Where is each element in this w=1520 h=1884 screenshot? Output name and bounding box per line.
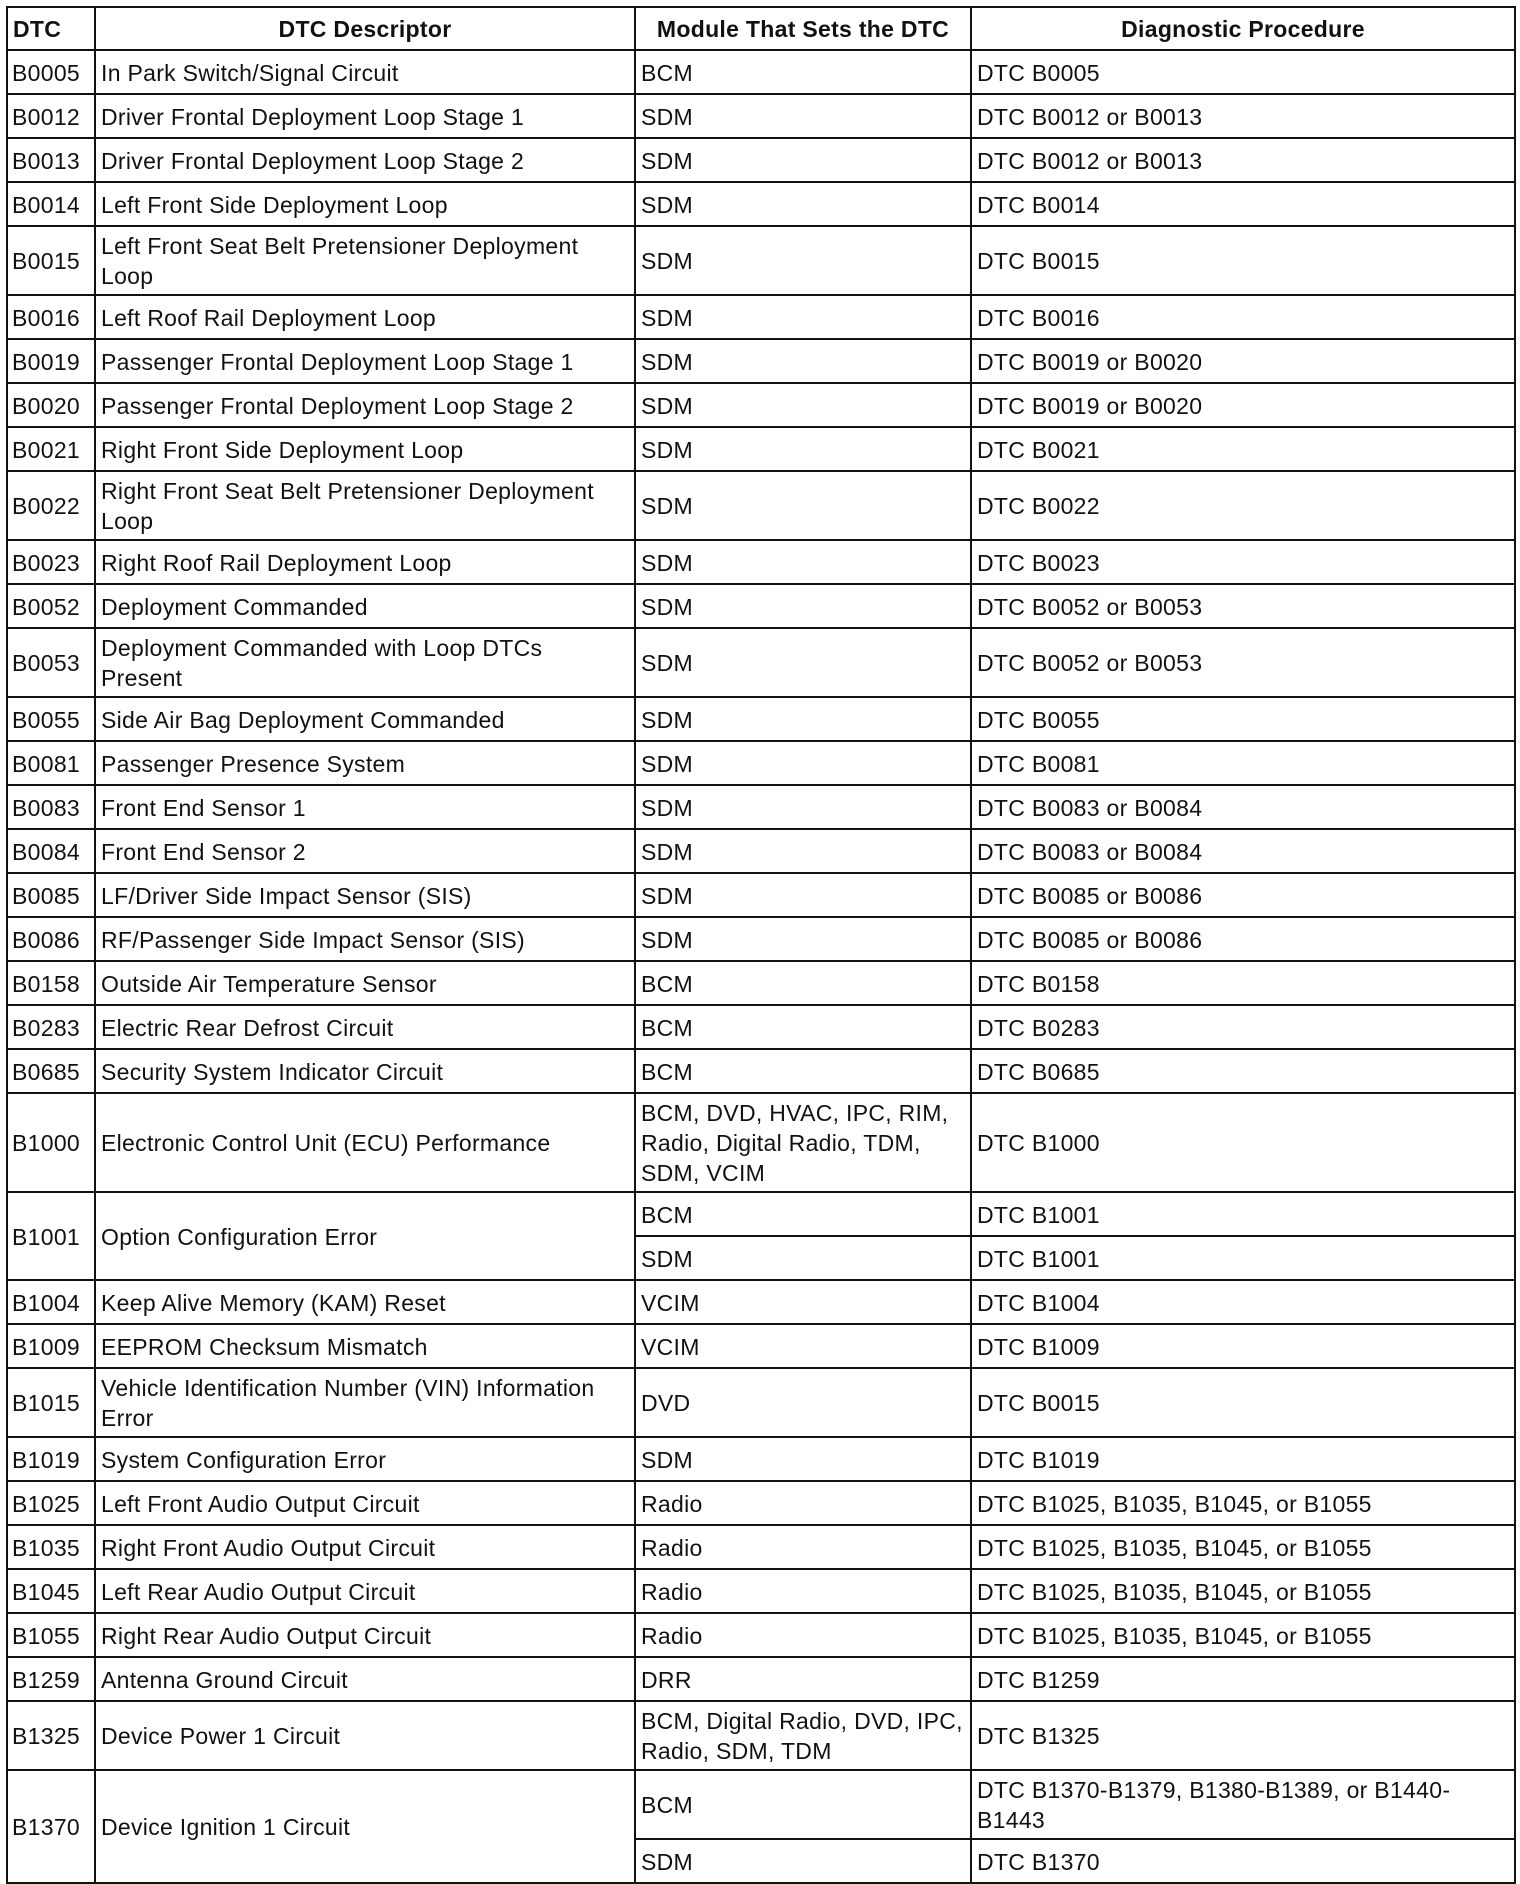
table-row <box>7 540 1515 584</box>
procedure-cell: DTC B1025, B1035, B1045, or B1055 <box>971 1525 1515 1569</box>
procedure-cell: DTC B0022 <box>971 471 1515 540</box>
dtc-code-cell: B0086 <box>7 917 95 961</box>
procedure-cell: DTC B1025, B1035, B1045, or B1055 <box>971 1569 1515 1613</box>
table-row <box>7 226 1515 295</box>
dtc-descriptor-cell: Left Front Side Deployment Loop <box>95 182 635 226</box>
module-cell: SDM <box>635 295 971 339</box>
module-cell: SDM <box>635 339 971 383</box>
dtc-descriptor-cell: System Configuration Error <box>95 1437 635 1481</box>
procedure-cell: DTC B1000 <box>971 1093 1515 1192</box>
dtc-code-cell: B0083 <box>7 785 95 829</box>
table-row <box>7 182 1515 226</box>
module-cell: BCM <box>635 50 971 94</box>
table-row <box>7 873 1515 917</box>
dtc-descriptor-cell: Front End Sensor 2 <box>95 829 635 873</box>
dtc-descriptor-cell: Right Roof Rail Deployment Loop <box>95 540 635 584</box>
dtc-table <box>6 6 1516 1884</box>
table-row <box>7 829 1515 873</box>
procedure-cell: DTC B1325 <box>971 1701 1515 1770</box>
module-cell: DRR <box>635 1657 971 1701</box>
procedure-cell: DTC B0085 or B0086 <box>971 873 1515 917</box>
dtc-descriptor-cell: Antenna Ground Circuit <box>95 1657 635 1701</box>
dtc-descriptor-cell: Right Front Seat Belt Pretensioner Deployment Loop <box>95 471 635 540</box>
procedure-cell: DTC B1025, B1035, B1045, or B1055 <box>971 1613 1515 1657</box>
dtc-descriptor-cell: Right Rear Audio Output Circuit <box>95 1613 635 1657</box>
procedure-cell: DTC B1025, B1035, B1045, or B1055 <box>971 1481 1515 1525</box>
dtc-descriptor-cell: Front End Sensor 1 <box>95 785 635 829</box>
table-row <box>7 1368 1515 1437</box>
module-cell: DVD <box>635 1368 971 1437</box>
procedure-cell: DTC B0158 <box>971 961 1515 1005</box>
dtc-descriptor-cell: Left Roof Rail Deployment Loop <box>95 295 635 339</box>
dtc-code-cell: B1001 <box>7 1192 95 1280</box>
dtc-code-cell: B0015 <box>7 226 95 295</box>
table-row <box>7 1280 1515 1324</box>
table-row <box>7 785 1515 829</box>
table-body <box>7 50 1515 1883</box>
procedure-cell: DTC B1004 <box>971 1280 1515 1324</box>
procedure-cell: DTC B0083 or B0084 <box>971 829 1515 873</box>
dtc-descriptor-cell: Driver Frontal Deployment Loop Stage 1 <box>95 94 635 138</box>
module-cell: SDM <box>635 427 971 471</box>
dtc-code-cell: B1025 <box>7 1481 95 1525</box>
dtc-code-cell: B0053 <box>7 628 95 697</box>
table-row <box>7 628 1515 697</box>
module-cell: Radio <box>635 1613 971 1657</box>
table-row <box>7 339 1515 383</box>
dtc-code-cell: B0023 <box>7 540 95 584</box>
procedure-cell: DTC B0083 or B0084 <box>971 785 1515 829</box>
module-cell: SDM <box>635 540 971 584</box>
procedure-cell: DTC B0016 <box>971 295 1515 339</box>
procedure-cell: DTC B0085 or B0086 <box>971 917 1515 961</box>
procedure-cell: DTC B1370 <box>971 1839 1515 1883</box>
module-cell: BCM <box>635 1049 971 1093</box>
procedure-cell: DTC B1009 <box>971 1324 1515 1368</box>
dtc-code-cell: B1009 <box>7 1324 95 1368</box>
module-cell: SDM <box>635 785 971 829</box>
dtc-descriptor-cell: Electronic Control Unit (ECU) Performance <box>95 1093 635 1192</box>
dtc-code-cell: B0055 <box>7 697 95 741</box>
procedure-cell: DTC B1001 <box>971 1236 1515 1280</box>
module-cell: SDM <box>635 1839 971 1883</box>
module-cell: SDM <box>635 584 971 628</box>
module-cell: BCM, DVD, HVAC, IPC, RIM, Radio, Digital Radio, TDM, SDM, VCIM <box>635 1093 971 1192</box>
dtc-descriptor-cell: Passenger Frontal Deployment Loop Stage 2 <box>95 383 635 427</box>
dtc-code-cell: B0081 <box>7 741 95 785</box>
procedure-cell: DTC B1001 <box>971 1192 1515 1236</box>
dtc-descriptor-cell: Vehicle Identification Number (VIN) Information Error <box>95 1368 635 1437</box>
dtc-descriptor-cell: Right Front Side Deployment Loop <box>95 427 635 471</box>
module-cell: BCM <box>635 1005 971 1049</box>
dtc-code-cell: B0021 <box>7 427 95 471</box>
table-row <box>7 471 1515 540</box>
table-row <box>7 1657 1515 1701</box>
module-cell: SDM <box>635 226 971 295</box>
header-descriptor: DTC Descriptor <box>95 7 635 50</box>
dtc-descriptor-cell: Device Ignition 1 Circuit <box>95 1770 635 1883</box>
procedure-cell: DTC B0055 <box>971 697 1515 741</box>
module-cell: BCM <box>635 961 971 1005</box>
table-row <box>7 1701 1515 1770</box>
dtc-code-cell: B0020 <box>7 383 95 427</box>
module-cell: SDM <box>635 383 971 427</box>
procedure-cell: DTC B0081 <box>971 741 1515 785</box>
dtc-descriptor-cell: Right Front Audio Output Circuit <box>95 1525 635 1569</box>
dtc-descriptor-cell: In Park Switch/Signal Circuit <box>95 50 635 94</box>
module-cell: BCM, Digital Radio, DVD, IPC, Radio, SDM, TDM <box>635 1701 971 1770</box>
module-cell: SDM <box>635 138 971 182</box>
dtc-code-cell: B0005 <box>7 50 95 94</box>
dtc-descriptor-cell: Keep Alive Memory (KAM) Reset <box>95 1280 635 1324</box>
dtc-code-cell: B0085 <box>7 873 95 917</box>
procedure-cell: DTC B0023 <box>971 540 1515 584</box>
dtc-descriptor-cell: Left Front Audio Output Circuit <box>95 1481 635 1525</box>
dtc-descriptor-cell: Driver Frontal Deployment Loop Stage 2 <box>95 138 635 182</box>
procedure-cell: DTC B0021 <box>971 427 1515 471</box>
dtc-descriptor-cell: Side Air Bag Deployment Commanded <box>95 697 635 741</box>
dtc-code-cell: B1045 <box>7 1569 95 1613</box>
module-cell: SDM <box>635 182 971 226</box>
table-row <box>7 1613 1515 1657</box>
table-row <box>7 50 1515 94</box>
dtc-code-cell: B1019 <box>7 1437 95 1481</box>
dtc-descriptor-cell: Outside Air Temperature Sensor <box>95 961 635 1005</box>
module-cell: Radio <box>635 1481 971 1525</box>
table-row <box>7 1437 1515 1481</box>
module-cell: Radio <box>635 1569 971 1613</box>
table-row <box>7 1569 1515 1613</box>
dtc-descriptor-cell: Security System Indicator Circuit <box>95 1049 635 1093</box>
dtc-descriptor-cell: Passenger Frontal Deployment Loop Stage 1 <box>95 339 635 383</box>
dtc-code-cell: B0158 <box>7 961 95 1005</box>
dtc-code-cell: B1000 <box>7 1093 95 1192</box>
dtc-code-cell: B1370 <box>7 1770 95 1883</box>
module-cell: VCIM <box>635 1324 971 1368</box>
dtc-code-cell: B0283 <box>7 1005 95 1049</box>
table-row <box>7 917 1515 961</box>
module-cell: Radio <box>635 1525 971 1569</box>
module-cell: SDM <box>635 628 971 697</box>
module-cell: SDM <box>635 94 971 138</box>
header-module: Module That Sets the DTC <box>635 7 971 50</box>
dtc-code-cell: B0084 <box>7 829 95 873</box>
module-cell: BCM <box>635 1192 971 1236</box>
procedure-cell: DTC B0015 <box>971 1368 1515 1437</box>
dtc-descriptor-cell: Device Power 1 Circuit <box>95 1701 635 1770</box>
table-row <box>7 1481 1515 1525</box>
dtc-code-cell: B0012 <box>7 94 95 138</box>
module-cell: BCM <box>635 1770 971 1839</box>
module-cell: SDM <box>635 741 971 785</box>
header-dtc: DTC <box>7 7 95 50</box>
dtc-code-cell: B1325 <box>7 1701 95 1770</box>
dtc-code-cell: B1259 <box>7 1657 95 1701</box>
table-row <box>7 697 1515 741</box>
module-cell: SDM <box>635 1236 971 1280</box>
dtc-code-cell: B0685 <box>7 1049 95 1093</box>
dtc-descriptor-cell: Option Configuration Error <box>95 1192 635 1280</box>
dtc-code-cell: B1035 <box>7 1525 95 1569</box>
procedure-cell: DTC B0012 or B0013 <box>971 94 1515 138</box>
module-cell: SDM <box>635 697 971 741</box>
module-cell: VCIM <box>635 1280 971 1324</box>
header-procedure: Diagnostic Procedure <box>971 7 1515 50</box>
procedure-cell: DTC B0685 <box>971 1049 1515 1093</box>
table-row <box>7 383 1515 427</box>
procedure-cell: DTC B1259 <box>971 1657 1515 1701</box>
dtc-code-cell: B1015 <box>7 1368 95 1437</box>
dtc-descriptor-cell: Passenger Presence System <box>95 741 635 785</box>
dtc-descriptor-cell: Left Rear Audio Output Circuit <box>95 1569 635 1613</box>
module-cell: SDM <box>635 1437 971 1481</box>
table-row <box>7 295 1515 339</box>
procedure-cell: DTC B0012 or B0013 <box>971 138 1515 182</box>
table-row <box>7 1525 1515 1569</box>
document-page <box>6 6 1516 1884</box>
dtc-code-cell: B1004 <box>7 1280 95 1324</box>
dtc-code-cell: B1055 <box>7 1613 95 1657</box>
table-row <box>7 1049 1515 1093</box>
dtc-code-cell: B0019 <box>7 339 95 383</box>
procedure-cell: DTC B1019 <box>971 1437 1515 1481</box>
procedure-cell: DTC B0283 <box>971 1005 1515 1049</box>
procedure-cell: DTC B0019 or B0020 <box>971 383 1515 427</box>
dtc-descriptor-cell: EEPROM Checksum Mismatch <box>95 1324 635 1368</box>
procedure-cell: DTC B0015 <box>971 226 1515 295</box>
dtc-descriptor-cell: Electric Rear Defrost Circuit <box>95 1005 635 1049</box>
procedure-cell: DTC B0014 <box>971 182 1515 226</box>
dtc-descriptor-cell: Deployment Commanded with Loop DTCs Present <box>95 628 635 697</box>
dtc-descriptor-cell: Left Front Seat Belt Pretensioner Deployment Loop <box>95 226 635 295</box>
table-row <box>7 584 1515 628</box>
table-row <box>7 741 1515 785</box>
procedure-cell: DTC B0052 or B0053 <box>971 584 1515 628</box>
procedure-cell: DTC B0005 <box>971 50 1515 94</box>
table-row <box>7 961 1515 1005</box>
table-row <box>7 1192 1515 1236</box>
dtc-code-cell: B0016 <box>7 295 95 339</box>
table-row <box>7 1093 1515 1192</box>
dtc-code-cell: B0014 <box>7 182 95 226</box>
procedure-cell: DTC B0019 or B0020 <box>971 339 1515 383</box>
procedure-cell: DTC B1370-B1379, B1380-B1389, or B1440-B1443 <box>971 1770 1515 1839</box>
table-row <box>7 138 1515 182</box>
dtc-code-cell: B0022 <box>7 471 95 540</box>
table-row <box>7 1005 1515 1049</box>
dtc-descriptor-cell: LF/Driver Side Impact Sensor (SIS) <box>95 873 635 917</box>
dtc-code-cell: B0052 <box>7 584 95 628</box>
procedure-cell: DTC B0052 or B0053 <box>971 628 1515 697</box>
table-row <box>7 1770 1515 1839</box>
module-cell: SDM <box>635 917 971 961</box>
dtc-code-cell: B0013 <box>7 138 95 182</box>
module-cell: SDM <box>635 873 971 917</box>
table-row <box>7 427 1515 471</box>
table-header <box>7 7 1515 50</box>
module-cell: SDM <box>635 829 971 873</box>
dtc-descriptor-cell: Deployment Commanded <box>95 584 635 628</box>
table-row <box>7 1324 1515 1368</box>
dtc-descriptor-cell: RF/Passenger Side Impact Sensor (SIS) <box>95 917 635 961</box>
header-row <box>7 7 1515 50</box>
table-row <box>7 94 1515 138</box>
module-cell: SDM <box>635 471 971 540</box>
